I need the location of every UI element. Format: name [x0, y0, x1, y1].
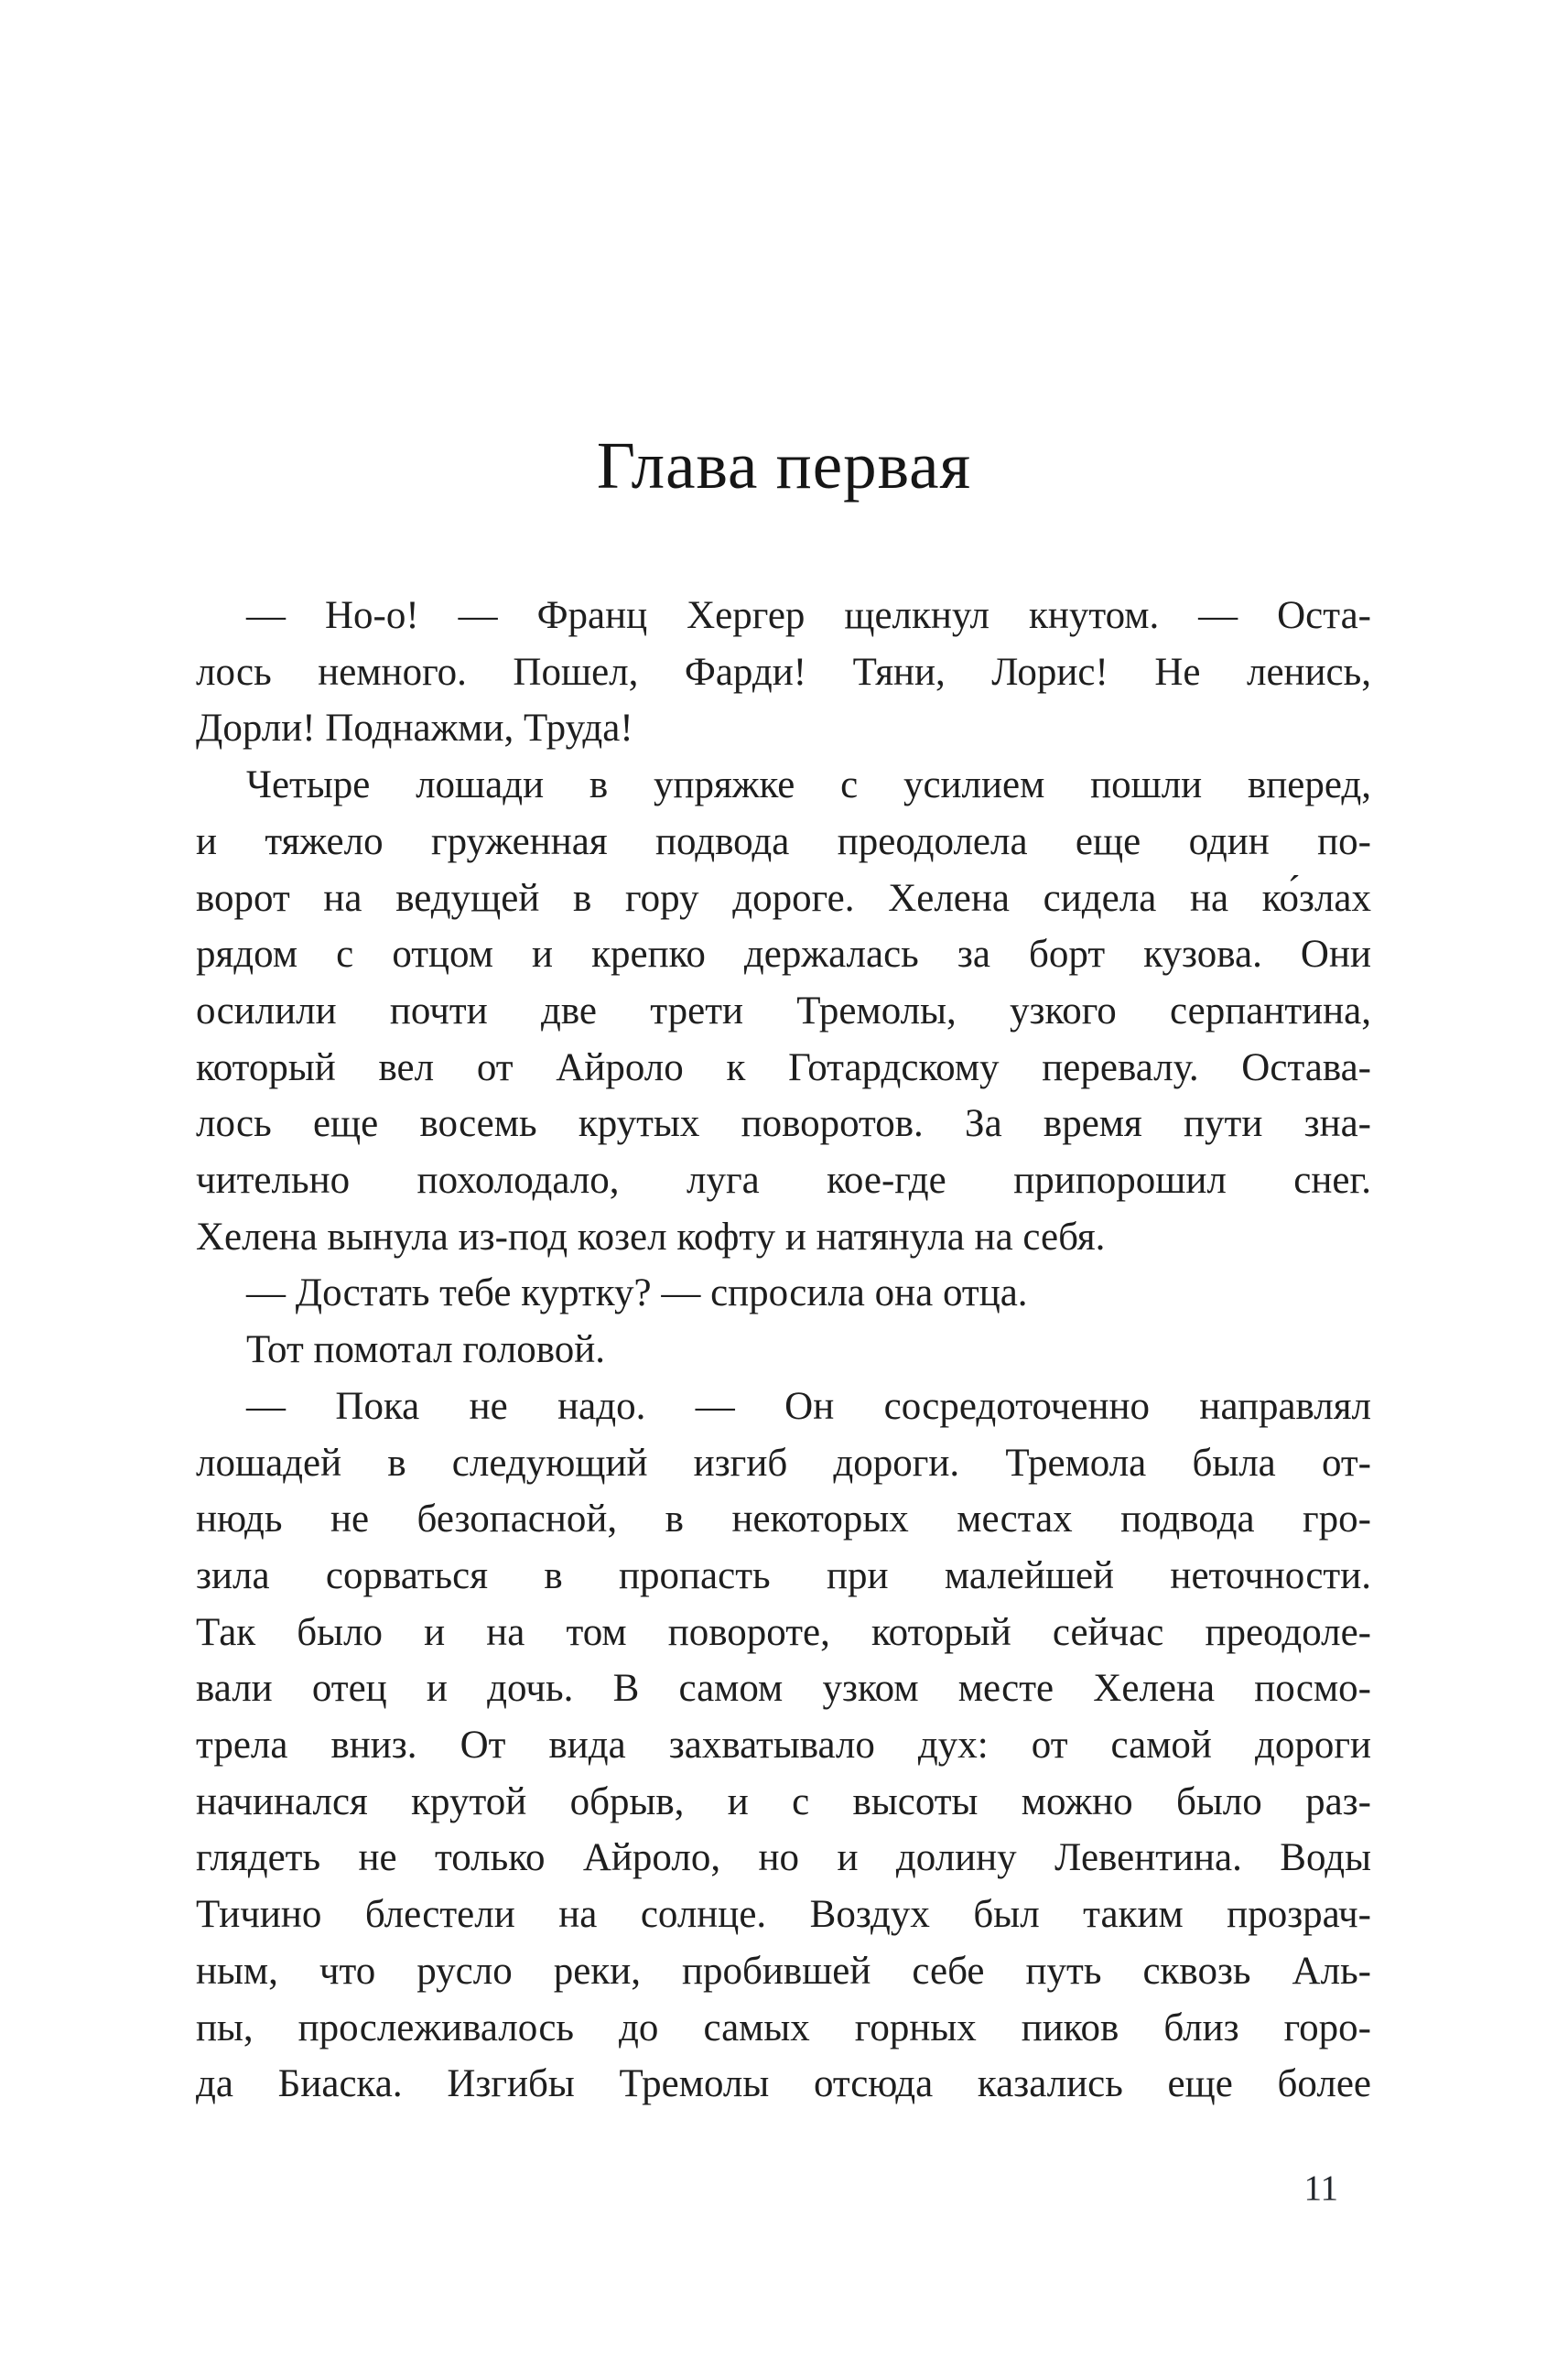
text-line: вали отец и дочь. В самом узком месте Хелена посмо-	[196, 1667, 1371, 1711]
text-line: и тяжело груженная подвода преодолела еще один по-	[196, 819, 1371, 863]
body-text	[196, 588, 1371, 2113]
text-line: Тичино блестели на солнце. Воздух был таким прозрач-	[196, 1893, 1371, 1937]
text-line: осилили почти две трети Тремолы, узкого серпантина,	[196, 989, 1371, 1033]
text-line: рядом с отцом и крепко держалась за борт кузова. Они	[196, 933, 1371, 977]
chapter-title: Глава первая	[596, 428, 972, 503]
text-line: который вел от Айроло к Готардскому перевалу. Остава-	[196, 1045, 1371, 1089]
text-line: лось еще восемь крутых поворотов. За время пути зна-	[196, 1102, 1371, 1146]
text-line: — Но-о! — Франц Хергер щелкнул кнутом. — Оста-	[246, 594, 1371, 637]
paragraph	[196, 588, 1371, 757]
text-line: трела вниз. От вида захватывало дух: от самой дороги	[196, 1724, 1371, 1768]
text-line: лошадей в следующий изгиб дороги. Тремола была от-	[196, 1441, 1371, 1485]
text-line: ным, что русло реки, пробившей себе путь сквозь Аль-	[196, 1949, 1371, 1993]
page-number: 11	[1303, 2168, 1338, 2208]
text-line: Дорли! Поднажми, Труда!	[196, 707, 633, 751]
text-line: Хелена вынула из-под козел кофту и натянула на себя.	[196, 1215, 1106, 1259]
paragraph	[196, 757, 1371, 1265]
paragraph	[196, 1322, 1371, 1379]
text-line: нюдь не безопасной, в некоторых местах подвода гро-	[196, 1498, 1371, 1541]
paragraph	[196, 1265, 1371, 1322]
text-line: чительно похолодало, луга кое-где припорошил снег.	[196, 1159, 1371, 1203]
paragraph	[196, 1379, 1371, 2113]
text-line: да Биаска. Изгибы Тремолы отсюда казались еще более	[196, 2062, 1371, 2106]
text-line: ворот на ведущей в гору дороге. Хелена сидела на ко́злах	[196, 876, 1371, 920]
text-line: пы, прослеживалось до самых горных пиков близ горо-	[196, 2006, 1371, 2049]
text-line: глядеть не только Айроло, но и долину Левентина. Воды	[196, 1836, 1371, 1880]
text-line: лось немного. Пошел, Фарди! Тяни, Лорис! Не ленись,	[196, 650, 1371, 694]
text-line: начинался крутой обрыв, и с высоты можно было раз-	[196, 1779, 1371, 1823]
text-line: зила сорваться в пропасть при малейшей неточности.	[196, 1553, 1371, 1597]
text-line: Четыре лошади в упряжке с усилием пошли вперед,	[246, 763, 1371, 807]
text-line: Так было и на том повороте, который сейчас преодоле-	[196, 1610, 1371, 1654]
text-line: Тот помотал головой.	[246, 1328, 606, 1372]
text-line: — Достать тебе куртку? — спросила она отца.	[246, 1271, 1028, 1315]
text-line: — Пока не надо. — Он сосредоточенно направлял	[246, 1384, 1371, 1428]
